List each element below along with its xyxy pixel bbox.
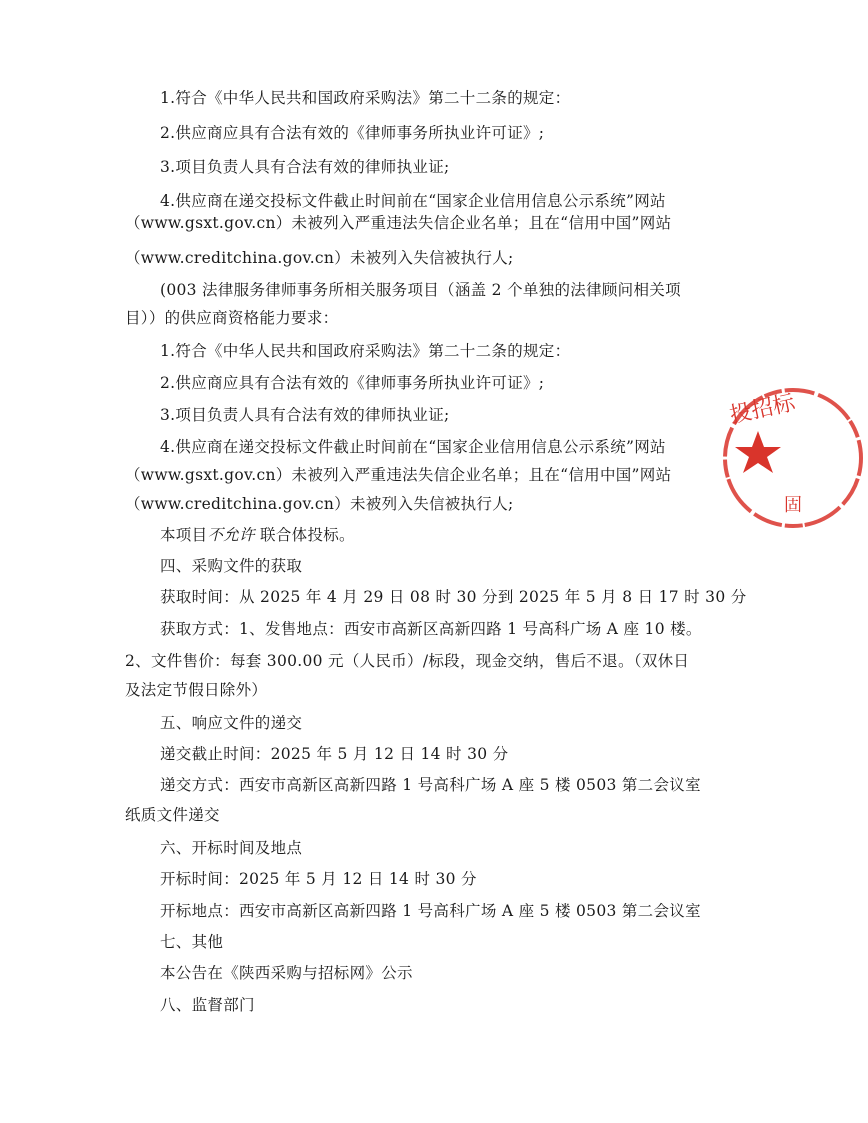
- text-line: （www.creditchina.gov.cn）未被列入失信被执行人;: [125, 249, 514, 267]
- seal-text: 投招标: [727, 390, 798, 429]
- text-line: （www.gsxt.gov.cn）未被列入严重违法失信企业名单；且在“信用中国”网站: [125, 214, 672, 232]
- text-line: 六、开标时间及地点: [160, 839, 303, 857]
- text-line: 及法定节假日除外）: [125, 681, 268, 699]
- text-line: (003 法律服务律师事务所相关服务项目（涵盖 2 个单独的法律顾问相关项: [160, 281, 681, 299]
- text-line: 1.符合《中华人民共和国政府采购法》第二十二条的规定：: [160, 89, 571, 107]
- text-line: 递交截止时间：2025 年 5 月 12 日 14 时 30 分: [160, 745, 509, 763]
- text-line: 目））的供应商资格能力要求：: [125, 309, 339, 327]
- text-line: 2.供应商应具有合法有效的《律师事务所执业许可证》;: [160, 124, 545, 142]
- official-seal-stamp: [718, 383, 868, 533]
- text-line: 八、监督部门: [160, 996, 255, 1014]
- seal-star-icon: [735, 431, 781, 473]
- text-line: （www.gsxt.gov.cn）未被列入严重违法失信企业名单；且在“信用中国”网站: [125, 466, 672, 484]
- text-line: 四、采购文件的获取: [160, 557, 303, 575]
- text-line: 3.项目负责人具有合法有效的律师执业证;: [160, 158, 450, 176]
- text-line: 纸质文件递交: [125, 806, 220, 824]
- text-line: 五、响应文件的递交: [160, 714, 303, 732]
- text-line: 4.供应商在递交投标文件截止时间前在“国家企业信用信息公示系统”网站: [160, 438, 666, 456]
- text-line: 获取方式：1、发售地点：西安市高新区高新四路 1 号高科广场 A 座 10 楼。: [160, 620, 702, 638]
- text-line: 3.项目负责人具有合法有效的律师执业证;: [160, 406, 450, 424]
- consortium-value: 不允许: [207, 526, 255, 544]
- text-line: 1.符合《中华人民共和国政府采购法》第二十二条的规定：: [160, 342, 571, 360]
- text-line: 开标地点：西安市高新区高新四路 1 号高科广场 A 座 5 楼 0503 第二会议室: [160, 902, 701, 920]
- seal-edge-text: 固: [784, 495, 802, 516]
- consortium-line: [160, 525, 685, 545]
- consortium-suffix: 联合体投标。: [254, 526, 355, 544]
- text-line: 2.供应商应具有合法有效的《律师事务所执业许可证》;: [160, 374, 545, 392]
- text-line: 七、其他: [160, 933, 224, 951]
- consortium-prefix: 本项目: [160, 526, 208, 544]
- text-line: 本公告在《陕西采购与招标网》公示: [160, 964, 413, 982]
- text-line: 获取时间：从 2025 年 4 月 29 日 08 时 30 分到 2025 年 5 月 8 日 17 时 30 分: [160, 588, 747, 606]
- text-line: （www.creditchina.gov.cn）未被列入失信被执行人;: [125, 495, 514, 513]
- text-line: 开标时间：2025 年 5 月 12 日 14 时 30 分: [160, 870, 477, 888]
- text-line: 4.供应商在递交投标文件截止时间前在“国家企业信用信息公示系统”网站: [160, 192, 666, 210]
- text-line: 2、文件售价：每套 300.00 元（人民币）/标段，现金交纳，售后不退。（双休日: [125, 652, 690, 670]
- text-line: 递交方式：西安市高新区高新四路 1 号高科广场 A 座 5 楼 0503 第二会议室: [160, 776, 701, 794]
